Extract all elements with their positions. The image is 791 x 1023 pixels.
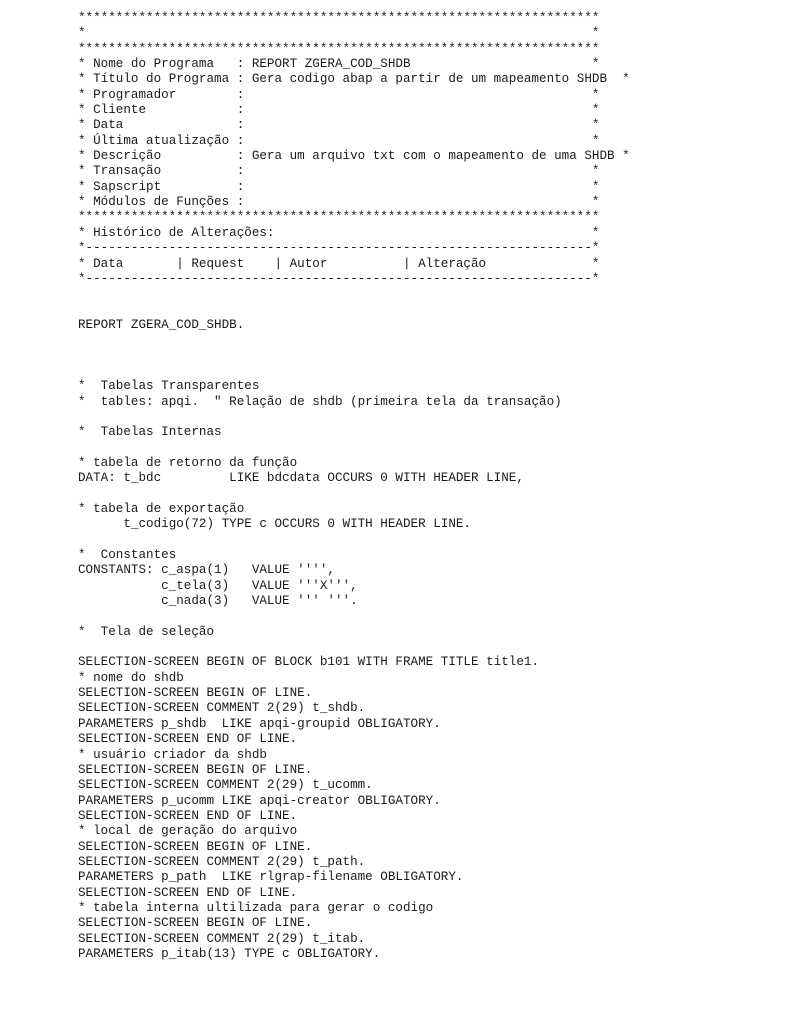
- code-line: * Programador : *: [78, 87, 600, 102]
- code-line: * Data | Request | Autor | Alteração *: [78, 256, 600, 271]
- code-line: * usuário criador da shdb: [78, 747, 267, 762]
- code-line: SELECTION-SCREEN END OF LINE.: [78, 732, 298, 747]
- code-line: *********************************************************************: [78, 11, 600, 25]
- code-line: SELECTION-SCREEN BEGIN OF LINE.: [78, 686, 313, 701]
- code-line: SELECTION-SCREEN END OF LINE.: [78, 808, 298, 823]
- code-line: * Data : *: [78, 118, 600, 133]
- code-line: [78, 349, 778, 364]
- code-line: c_nada(3) VALUE ''' '''.: [78, 594, 358, 609]
- code-line: * *: [78, 26, 600, 41]
- code-line: PARAMETERS p_itab(13) TYPE c OBLIGATORY.: [78, 946, 381, 961]
- code-line: [78, 609, 778, 624]
- code-line: * Tela de seleção: [78, 624, 215, 639]
- code-line: SELECTION-SCREEN BEGIN OF LINE.: [78, 762, 313, 777]
- code-line: SELECTION-SCREEN END OF LINE.: [78, 885, 298, 900]
- code-line: [78, 410, 778, 425]
- code-line: * Título do Programa : Gera codigo abap a partir de um mapeamento SHDB *: [78, 72, 630, 87]
- code-line: SELECTION-SCREEN BEGIN OF BLOCK b101 WITH FRAME TITLE title1.: [78, 655, 540, 670]
- code-line: PARAMETERS p_path LIKE rlgrap-filename OBLIGATORY.: [78, 870, 464, 885]
- code-line: * Transação : *: [78, 164, 600, 179]
- code-line: [78, 303, 778, 318]
- abap-source-code: [78, 11, 778, 962]
- code-line: * Nome do Programa : REPORT ZGERA_COD_SHDB *: [78, 57, 600, 72]
- code-line: * Histórico de Alterações: *: [78, 225, 600, 240]
- code-line: * tabela de exportação: [78, 502, 245, 516]
- code-line: [78, 287, 778, 302]
- code-line: * Módulos de Funções : *: [78, 195, 600, 210]
- code-line: * local de geração do arquivo: [78, 824, 298, 839]
- code-line: *********************************************************************: [78, 210, 600, 225]
- code-line: * Última atualização : *: [78, 133, 600, 148]
- code-line: *-------------------------------------------------------------------*: [78, 241, 600, 256]
- code-line: [78, 333, 778, 348]
- code-line: [78, 640, 778, 655]
- code-line: * tables: apqi. " Relação de shdb (primeira tela da transação): [78, 394, 562, 409]
- code-line: SELECTION-SCREEN COMMENT 2(29) t_itab.: [78, 931, 366, 946]
- document-page: [78, 11, 778, 962]
- code-line: * Sapscript : *: [78, 179, 600, 194]
- code-line: [78, 533, 778, 548]
- code-line: REPORT ZGERA_COD_SHDB.: [78, 317, 245, 332]
- code-line: * Tabelas Transparentes: [78, 379, 260, 394]
- code-line: PARAMETERS p_ucomm LIKE apqi-creator OBLIGATORY.: [78, 793, 441, 808]
- code-line: *********************************************************************: [78, 41, 600, 56]
- code-line: PARAMETERS p_shdb LIKE apqi-groupid OBLIGATORY.: [78, 716, 441, 731]
- code-line: c_tela(3) VALUE '''X''',: [78, 578, 358, 593]
- code-line: DATA: t_bdc LIKE bdcdata OCCURS 0 WITH HEADER LINE,: [78, 471, 524, 486]
- code-line: *-------------------------------------------------------------------*: [78, 271, 600, 286]
- code-line: * nome do shdb: [78, 670, 184, 685]
- code-line: [78, 364, 778, 379]
- code-line: SELECTION-SCREEN BEGIN OF LINE.: [78, 916, 313, 931]
- code-line: SELECTION-SCREEN COMMENT 2(29) t_ucomm.: [78, 778, 373, 793]
- code-line: * Descrição : Gera um arquivo txt com o mapeamento de uma SHDB *: [78, 149, 630, 164]
- code-line: SELECTION-SCREEN COMMENT 2(29) t_shdb.: [78, 701, 366, 716]
- code-line: * Cliente : *: [78, 103, 600, 118]
- code-line: CONSTANTS: c_aspa(1) VALUE '''',: [78, 563, 335, 578]
- code-line: [78, 487, 778, 502]
- code-line: t_codigo(72) TYPE c OCCURS 0 WITH HEADER LINE.: [78, 517, 471, 532]
- code-line: SELECTION-SCREEN BEGIN OF LINE.: [78, 839, 313, 854]
- code-line: * tabela interna ultilizada para gerar o codigo: [78, 900, 434, 915]
- code-line: [78, 441, 778, 456]
- code-line: SELECTION-SCREEN COMMENT 2(29) t_path.: [78, 854, 366, 869]
- code-line: * Tabelas Internas: [78, 425, 222, 440]
- code-line: * tabela de retorno da função: [78, 455, 298, 470]
- code-line: * Constantes: [78, 548, 177, 563]
